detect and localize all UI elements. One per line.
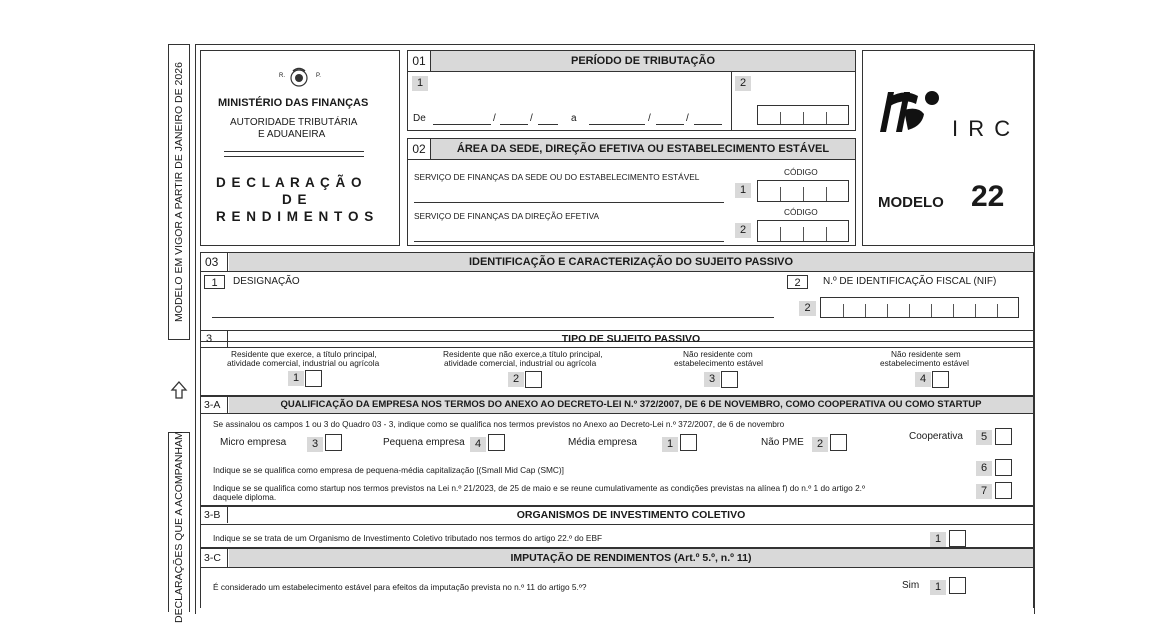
opt1-number: 1 bbox=[288, 371, 304, 386]
q3c-title: IMPUTAÇÃO DE RENDIMENTOS (Art.º 5.º, n.º 11) bbox=[229, 549, 1033, 567]
q01-field2-number: 2 bbox=[735, 76, 751, 91]
q01-sep2: / bbox=[530, 113, 533, 124]
q3a-pequena-label: Pequena empresa bbox=[383, 437, 465, 448]
authority-line1: AUTORIDADE TRIBUTÁRIA bbox=[230, 117, 358, 128]
opt3-line1: Não residente com bbox=[683, 349, 753, 359]
opt3-checkbox[interactable] bbox=[721, 371, 738, 388]
opt2-number: 2 bbox=[508, 372, 524, 387]
q3a-smc-text: Indique se se qualifica como empresa de pequena-média capitalização [(Small Mid Cap (SMC)] bbox=[213, 465, 564, 475]
authority-line2: E ADUANEIRA bbox=[258, 129, 326, 140]
q02-row1-code: CÓDIGO bbox=[784, 167, 818, 177]
q3c-checkbox[interactable] bbox=[949, 577, 966, 594]
q3c-sim-label: Sim bbox=[902, 580, 920, 591]
q03-title: IDENTIFICAÇÃO E CARACTERIZAÇÃO DO SUJEITO PASSIVO bbox=[229, 253, 1033, 271]
q3a-smc-checkbox[interactable] bbox=[995, 459, 1012, 476]
q03-number: 03 bbox=[201, 253, 228, 271]
q02-row2-code: CÓDIGO bbox=[784, 207, 818, 217]
q3a-coop-number: 5 bbox=[976, 430, 992, 445]
q03-designation-line[interactable] bbox=[212, 317, 774, 318]
q3a-micro-checkbox[interactable] bbox=[325, 434, 342, 451]
q3a-naopme-number: 2 bbox=[812, 437, 828, 452]
opt4-number: 4 bbox=[915, 372, 931, 387]
coat-of-arms-icon bbox=[287, 66, 311, 88]
q3a-rule bbox=[201, 413, 1033, 414]
q01-title: PERÍODO DE TRIBUTAÇÃO bbox=[431, 51, 855, 71]
opt1-checkbox[interactable] bbox=[305, 370, 322, 387]
q3c-rule bbox=[201, 567, 1033, 568]
irc-block bbox=[862, 50, 1034, 246]
ministry-divider-2 bbox=[224, 156, 364, 157]
crest-letter-left: R. bbox=[279, 73, 285, 79]
ministry-divider-1 bbox=[224, 151, 364, 152]
q3a-startup-line2: daquele diploma. bbox=[213, 492, 277, 502]
q01-date-end-month[interactable] bbox=[656, 124, 684, 125]
q01-field1-number: 1 bbox=[412, 76, 428, 91]
q01-date-start-day[interactable] bbox=[433, 124, 491, 125]
q02-rule bbox=[408, 159, 855, 160]
q3b-rule bbox=[201, 524, 1033, 525]
opt3-line2: estabelecimento estável bbox=[674, 358, 764, 368]
opt2-checkbox[interactable] bbox=[525, 371, 542, 388]
q01-number: 01 bbox=[408, 51, 431, 71]
q3a-media-checkbox[interactable] bbox=[680, 434, 697, 451]
opt4-line2: estabelecimento estável bbox=[880, 358, 970, 368]
declaration-title-3: R E N D I M E N T O S bbox=[216, 209, 375, 224]
q03-nif-number: 2 bbox=[799, 301, 816, 316]
at-logo-icon bbox=[874, 86, 944, 136]
q02-row1-code-boxes[interactable] bbox=[757, 180, 849, 202]
q01-date-end-year[interactable] bbox=[694, 124, 722, 125]
q3b-title: ORGANISMOS DE INVESTIMENTO COLETIVO bbox=[516, 509, 746, 521]
q03-f2-label: N.º DE IDENTIFICAÇÃO FISCAL (NIF) bbox=[823, 276, 997, 287]
q3b-text: Indique se se trata de um Organismo de Investimento Coletivo tributado nos termos do artigo 22.º do EBF bbox=[213, 533, 603, 543]
opt1-line2: atividade comercial, industrial ou agrícola bbox=[227, 358, 380, 368]
q3c-number-box: 1 bbox=[930, 580, 946, 595]
q3a-naopme-label: Não PME bbox=[761, 437, 804, 448]
up-arrow-outline-icon bbox=[170, 380, 188, 400]
declaration-title-1: D E C L A R A Ç Ã O bbox=[216, 175, 363, 190]
q3a-startup-number: 7 bbox=[976, 484, 992, 499]
q01-date-start-year[interactable] bbox=[538, 124, 558, 125]
q01-sep1: / bbox=[493, 113, 496, 124]
q3a-naopme-checkbox[interactable] bbox=[830, 434, 847, 451]
q3a-coop-label: Cooperativa bbox=[909, 431, 963, 442]
q02-row1-num: 1 bbox=[735, 183, 751, 198]
q02-row1-line[interactable] bbox=[414, 202, 724, 203]
q3b-number: 3-B bbox=[201, 507, 228, 523]
q03-f1-number: 1 bbox=[204, 275, 225, 289]
declaration-title-2: D E bbox=[282, 192, 308, 207]
validity-label: MODELO EM VIGOR A PARTIR DE JANEIRO DE 2026 bbox=[173, 62, 185, 322]
q01-field-split bbox=[731, 71, 732, 130]
q02-row1-label: SERVIÇO DE FINANÇAS DA SEDE OU DO ESTABELECIMENTO ESTÁVEL bbox=[414, 172, 700, 182]
q02-row2-line[interactable] bbox=[414, 241, 724, 242]
q3b-number-box: 1 bbox=[930, 532, 946, 547]
opt3-number: 3 bbox=[704, 372, 720, 387]
q03-s3-number: 3 bbox=[201, 331, 228, 347]
ministry-name: MINISTÉRIO DAS FINANÇAS bbox=[218, 97, 369, 109]
attachments-label: DECLARAÇÕES QUE A ACOMPANHAM bbox=[173, 431, 185, 623]
q01-date-start-month[interactable] bbox=[500, 124, 528, 125]
modelo-number: 22 bbox=[971, 180, 1005, 213]
q3a-pequena-checkbox[interactable] bbox=[488, 434, 505, 451]
opt2-line1: Residente que não exerce,a título principal, bbox=[443, 349, 603, 359]
q02-number: 02 bbox=[408, 139, 431, 159]
q3c-text: É considerado um estabelecimento estável para efeitos da imputação prevista no n.º 11 do artigo 5.º? bbox=[213, 582, 587, 592]
q01-a: a bbox=[571, 113, 577, 124]
q03-rule bbox=[201, 271, 1033, 272]
q03-nif-boxes[interactable] bbox=[820, 297, 1019, 318]
q01-de: De bbox=[413, 113, 426, 124]
q3c-number: 3-C bbox=[201, 549, 228, 567]
modelo-label: MODELO bbox=[878, 194, 944, 211]
q3a-micro-number: 3 bbox=[307, 437, 323, 452]
opt2-line2: atividade comercial, industrial ou agrícola bbox=[444, 358, 597, 368]
q03-f1-label: DESIGNAÇÃO bbox=[233, 276, 300, 287]
q01-year-boxes[interactable] bbox=[757, 105, 849, 125]
q01-date-end-day[interactable] bbox=[589, 124, 645, 125]
q3a-startup-checkbox[interactable] bbox=[995, 482, 1012, 499]
q03-s3-title: TIPO DE SUJEITO PASSIVO bbox=[561, 333, 701, 345]
q3a-media-number: 1 bbox=[662, 437, 678, 452]
crest-letter-right: P. bbox=[316, 73, 321, 79]
q01-rule bbox=[408, 71, 855, 72]
opt1-line1: Residente que exerce, a título principal, bbox=[231, 349, 377, 359]
q3a-micro-label: Micro empresa bbox=[220, 437, 287, 448]
q01-sep4: / bbox=[686, 113, 689, 124]
q3b-checkbox[interactable] bbox=[949, 530, 966, 547]
irc-label: I R C bbox=[952, 116, 1013, 141]
opt4-line1: Não residente sem bbox=[891, 349, 961, 359]
q3a-number: 3-A bbox=[201, 397, 228, 413]
q3a-startup-line1: Indique se se qualifica como startup nos termos previstos na Lei n.º 21/2023, de 25 de maio e se reune cumulativamente as condições previstas na alínea f) do n.º 1 do artigo 2.º bbox=[213, 483, 866, 493]
q3a-intro: Se assinalou os campos 1 ou 3 do Quadro 03 - 3, indique como se qualifica nos termos previstos no Anexo ao Decreto-Lei n.º 372/2007, de 6 de novembro bbox=[213, 419, 785, 429]
q02-row2-code-boxes[interactable] bbox=[757, 220, 849, 242]
q3a-title: QUALIFICAÇÃO DA EMPRESA NOS TERMOS DO ANEXO AO DECRETO-LEI N.º 372/2007, DE 6 DE NOVEMBRO, COMO COOPERATIVA OU COMO STARTUP bbox=[229, 397, 1033, 413]
q3a-smc-number: 6 bbox=[976, 461, 992, 476]
q3a-media-label: Média empresa bbox=[568, 437, 637, 448]
q02-row2-num: 2 bbox=[735, 223, 751, 238]
opt4-checkbox[interactable] bbox=[932, 371, 949, 388]
q02-title: ÁREA DA SEDE, DIREÇÃO EFETIVA OU ESTABELECIMENTO ESTÁVEL bbox=[431, 139, 855, 159]
q02-row2-label: SERVIÇO DE FINANÇAS DA DIREÇÃO EFETIVA bbox=[414, 211, 600, 221]
q01-sep3: / bbox=[648, 113, 651, 124]
q3a-pequena-number: 4 bbox=[470, 437, 486, 452]
q03-f2-number: 2 bbox=[787, 275, 808, 289]
q03-s3-rule bbox=[201, 347, 1033, 348]
q3a-coop-checkbox[interactable] bbox=[995, 428, 1012, 445]
